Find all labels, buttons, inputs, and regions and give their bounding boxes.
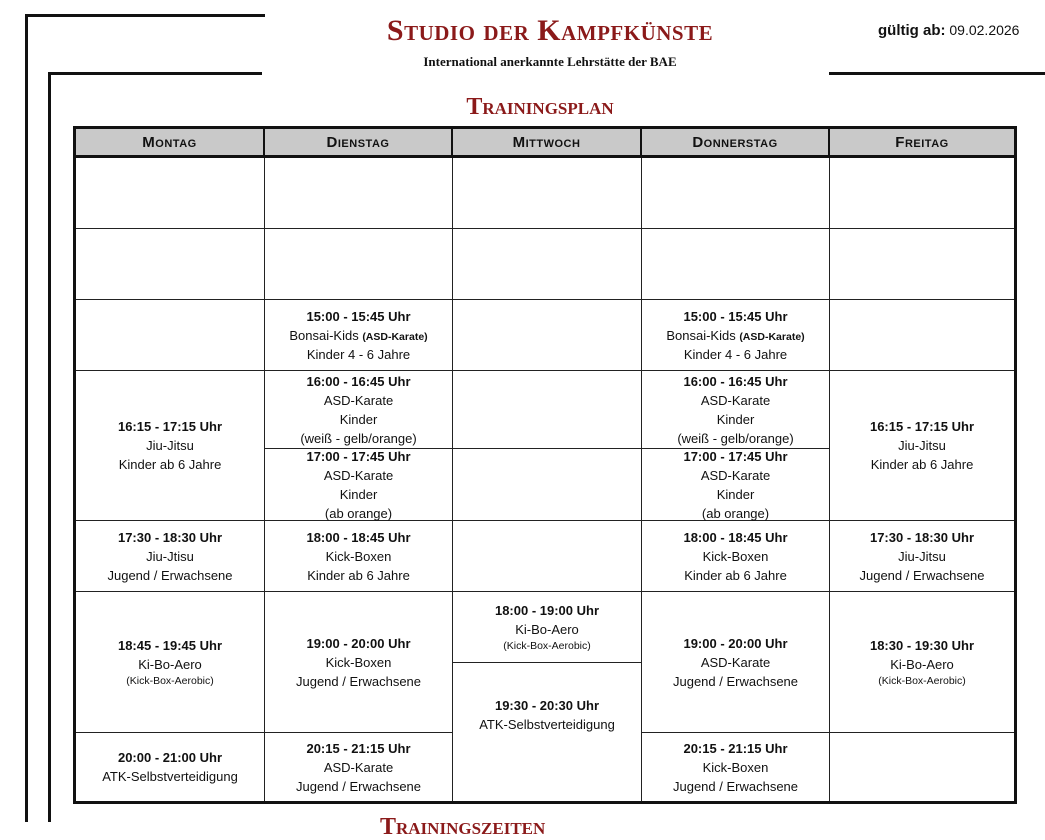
session-dienstag-karate-1700: [265, 449, 453, 521]
session-course: Jiu-Jtisu: [146, 548, 194, 564]
session-belt: (weiß - gelb/orange): [677, 430, 794, 446]
empty-cell: [265, 229, 453, 300]
session-time: 17:00 - 17:45 Uhr: [306, 448, 411, 464]
studio-title: Studio der Kampfkünste: [386, 14, 714, 47]
session-montag-selbstverteidigung: [76, 733, 265, 801]
session-time: 16:00 - 16:45 Uhr: [306, 373, 411, 389]
session-mittwoch-selbstverteidigung: [453, 663, 642, 801]
session-donnerstag-karate-jugend: [642, 592, 830, 733]
frame-line-left-inner: [48, 72, 51, 822]
day-header-donnerstag: Donnerstag: [642, 129, 830, 158]
session-freitag-jiujitsu-kinder: [830, 371, 1014, 521]
session-belt: (ab orange): [324, 505, 393, 521]
session-course: Kick-Boxen: [702, 759, 769, 775]
session-group: Jugend / Erwachsene: [859, 567, 985, 583]
session-time: 15:00 - 15:45 Uhr: [683, 308, 788, 324]
session-group: Jugend / Erwachsene: [672, 778, 799, 794]
session-time: 17:30 - 18:30 Uhr: [869, 529, 975, 545]
valid-from-date: 09.02.2026: [949, 22, 1020, 38]
session-montag-jiujitsu-jugend: [76, 521, 265, 592]
session-description: (Kick-Box-Aerobic): [126, 674, 214, 687]
session-group: Kinder ab 6 Jahre: [118, 457, 222, 472]
session-group: Kinder 4 - 6 Jahre: [306, 346, 411, 362]
frame-line-top-left-inner: [48, 72, 262, 75]
session-course: Jiu-Jitsu: [146, 438, 194, 453]
session-time: 17:00 - 17:45 Uhr: [683, 448, 788, 464]
session-montag-kiboaero: [76, 592, 265, 733]
session-course-name: Bonsai-Kids: [666, 327, 740, 343]
footer-title-cropped: [380, 814, 710, 840]
session-montag-jiujitsu-kinder: [76, 371, 265, 521]
session-course: ATK-Selbstverteidigung: [102, 769, 238, 784]
empty-cell: [642, 158, 830, 229]
session-course-style: (ASD-Karate): [739, 330, 805, 343]
session-donnerstag-karate-1600: [642, 371, 830, 449]
session-group: Kinder ab 6 Jahre: [684, 567, 787, 583]
session-course: Ki-Bo-Aero: [138, 656, 202, 672]
session-group: Kinder ab 6 Jahre: [307, 567, 410, 583]
session-time: 18:30 - 19:30 Uhr: [869, 637, 975, 653]
session-time: 16:15 - 17:15 Uhr: [869, 419, 975, 434]
session-dienstag-kickboxen-kinder: [265, 521, 453, 592]
session-course: ASD-Karate: [323, 467, 394, 483]
session-group: Kinder: [716, 486, 755, 502]
session-freitag-kiboaero: [830, 592, 1014, 733]
session-dienstag-bonsai: [265, 300, 453, 371]
session-time: 19:00 - 20:00 Uhr: [306, 635, 411, 651]
studio-subtitle: International anerkannte Lehrstätte der BAE: [423, 54, 677, 69]
frame-line-top-left: [25, 14, 265, 17]
empty-cell: [453, 300, 642, 371]
session-group: Jugend / Erwachsene: [295, 673, 422, 689]
session-course: Ki-Bo-Aero: [515, 621, 579, 637]
empty-cell: [830, 229, 1014, 300]
empty-cell: [76, 300, 265, 371]
day-header-mittwoch: Mittwoch: [453, 129, 642, 158]
session-time: 20:00 - 21:00 Uhr: [117, 750, 223, 765]
session-dienstag-karate-jugend: [265, 733, 453, 801]
session-course: ATK-Selbstverteidigung: [479, 717, 615, 732]
empty-cell: [76, 158, 265, 229]
empty-cell: [453, 371, 642, 449]
session-group: Jugend / Erwachsene: [107, 567, 233, 583]
session-course: Kick-Boxen: [702, 548, 769, 564]
footer-title-text: Trainingszeiten: [380, 814, 546, 840]
timetable: [73, 126, 1017, 804]
session-time: 18:00 - 18:45 Uhr: [683, 529, 788, 545]
session-course: Ki-Bo-Aero: [890, 656, 954, 672]
session-time: 18:00 - 19:00 Uhr: [494, 602, 600, 618]
session-dienstag-karate-1600: [265, 371, 453, 449]
session-group: Kinder: [339, 411, 378, 427]
session-group: Jugend / Erwachsene: [672, 673, 799, 689]
empty-cell: [830, 300, 1014, 371]
session-donnerstag-kickboxen-kinder: [642, 521, 830, 592]
session-time: 20:15 - 21:15 Uhr: [683, 740, 788, 756]
session-description: (Kick-Box-Aerobic): [503, 639, 591, 652]
session-time: 19:30 - 20:30 Uhr: [494, 698, 600, 713]
session-donnerstag-kickboxen-jugend: [642, 733, 830, 801]
session-group: Jugend / Erwachsene: [295, 778, 422, 794]
session-time: 16:15 - 17:15 Uhr: [117, 419, 223, 434]
session-course: [666, 326, 804, 345]
session-mittwoch-kiboaero: [453, 592, 642, 663]
session-group: Kinder 4 - 6 Jahre: [683, 346, 788, 362]
session-belt: (ab orange): [701, 505, 770, 521]
session-belt: (weiß - gelb/orange): [300, 430, 417, 446]
session-course: ASD-Karate: [700, 654, 771, 670]
session-course-name: Bonsai-Kids: [289, 327, 363, 343]
empty-cell: [830, 158, 1014, 229]
session-course: Kick-Boxen: [325, 654, 392, 670]
session-description: (Kick-Box-Aerobic): [878, 674, 966, 687]
session-course: Kick-Boxen: [325, 548, 392, 564]
day-header-freitag: Freitag: [830, 129, 1014, 158]
session-course: [289, 326, 427, 345]
empty-cell: [453, 521, 642, 592]
session-time: 18:45 - 19:45 Uhr: [117, 637, 223, 653]
session-course: Jiu-Jitsu: [898, 548, 946, 564]
session-course-style: (ASD-Karate): [362, 330, 428, 343]
session-group: Kinder: [339, 486, 378, 502]
session-time: 18:00 - 18:45 Uhr: [306, 529, 411, 545]
session-dienstag-kickboxen-jugend: [265, 592, 453, 733]
session-course: ASD-Karate: [323, 392, 394, 408]
valid-from: [878, 22, 1019, 39]
session-time: 16:00 - 16:45 Uhr: [683, 373, 788, 389]
empty-cell: [453, 158, 642, 229]
day-header-dienstag: Dienstag: [265, 129, 453, 158]
session-group: Kinder ab 6 Jahre: [870, 457, 974, 472]
session-time: 20:15 - 21:15 Uhr: [306, 740, 411, 756]
session-course: Jiu-Jitsu: [898, 438, 946, 453]
plan-title: Trainingsplan: [466, 94, 614, 120]
session-group: Kinder: [716, 411, 755, 427]
empty-cell: [642, 229, 830, 300]
empty-cell: [453, 449, 642, 521]
session-time: 15:00 - 15:45 Uhr: [306, 308, 411, 324]
empty-cell: [453, 229, 642, 300]
session-freitag-jiujitsu-jugend: [830, 521, 1014, 592]
session-donnerstag-karate-1700: [642, 449, 830, 521]
session-course: ASD-Karate: [700, 467, 771, 483]
valid-from-label: gültig ab:: [878, 22, 946, 39]
empty-cell: [830, 733, 1014, 801]
session-time: 17:30 - 18:30 Uhr: [117, 529, 223, 545]
empty-cell: [76, 229, 265, 300]
session-course: ASD-Karate: [323, 759, 394, 775]
frame-line-top-right: [829, 72, 1045, 75]
session-time: 19:00 - 20:00 Uhr: [683, 635, 788, 651]
frame-line-left-outer: [25, 14, 28, 822]
empty-cell: [265, 158, 453, 229]
session-course: ASD-Karate: [700, 392, 771, 408]
day-header-montag: Montag: [76, 129, 265, 158]
session-donnerstag-bonsai: [642, 300, 830, 371]
